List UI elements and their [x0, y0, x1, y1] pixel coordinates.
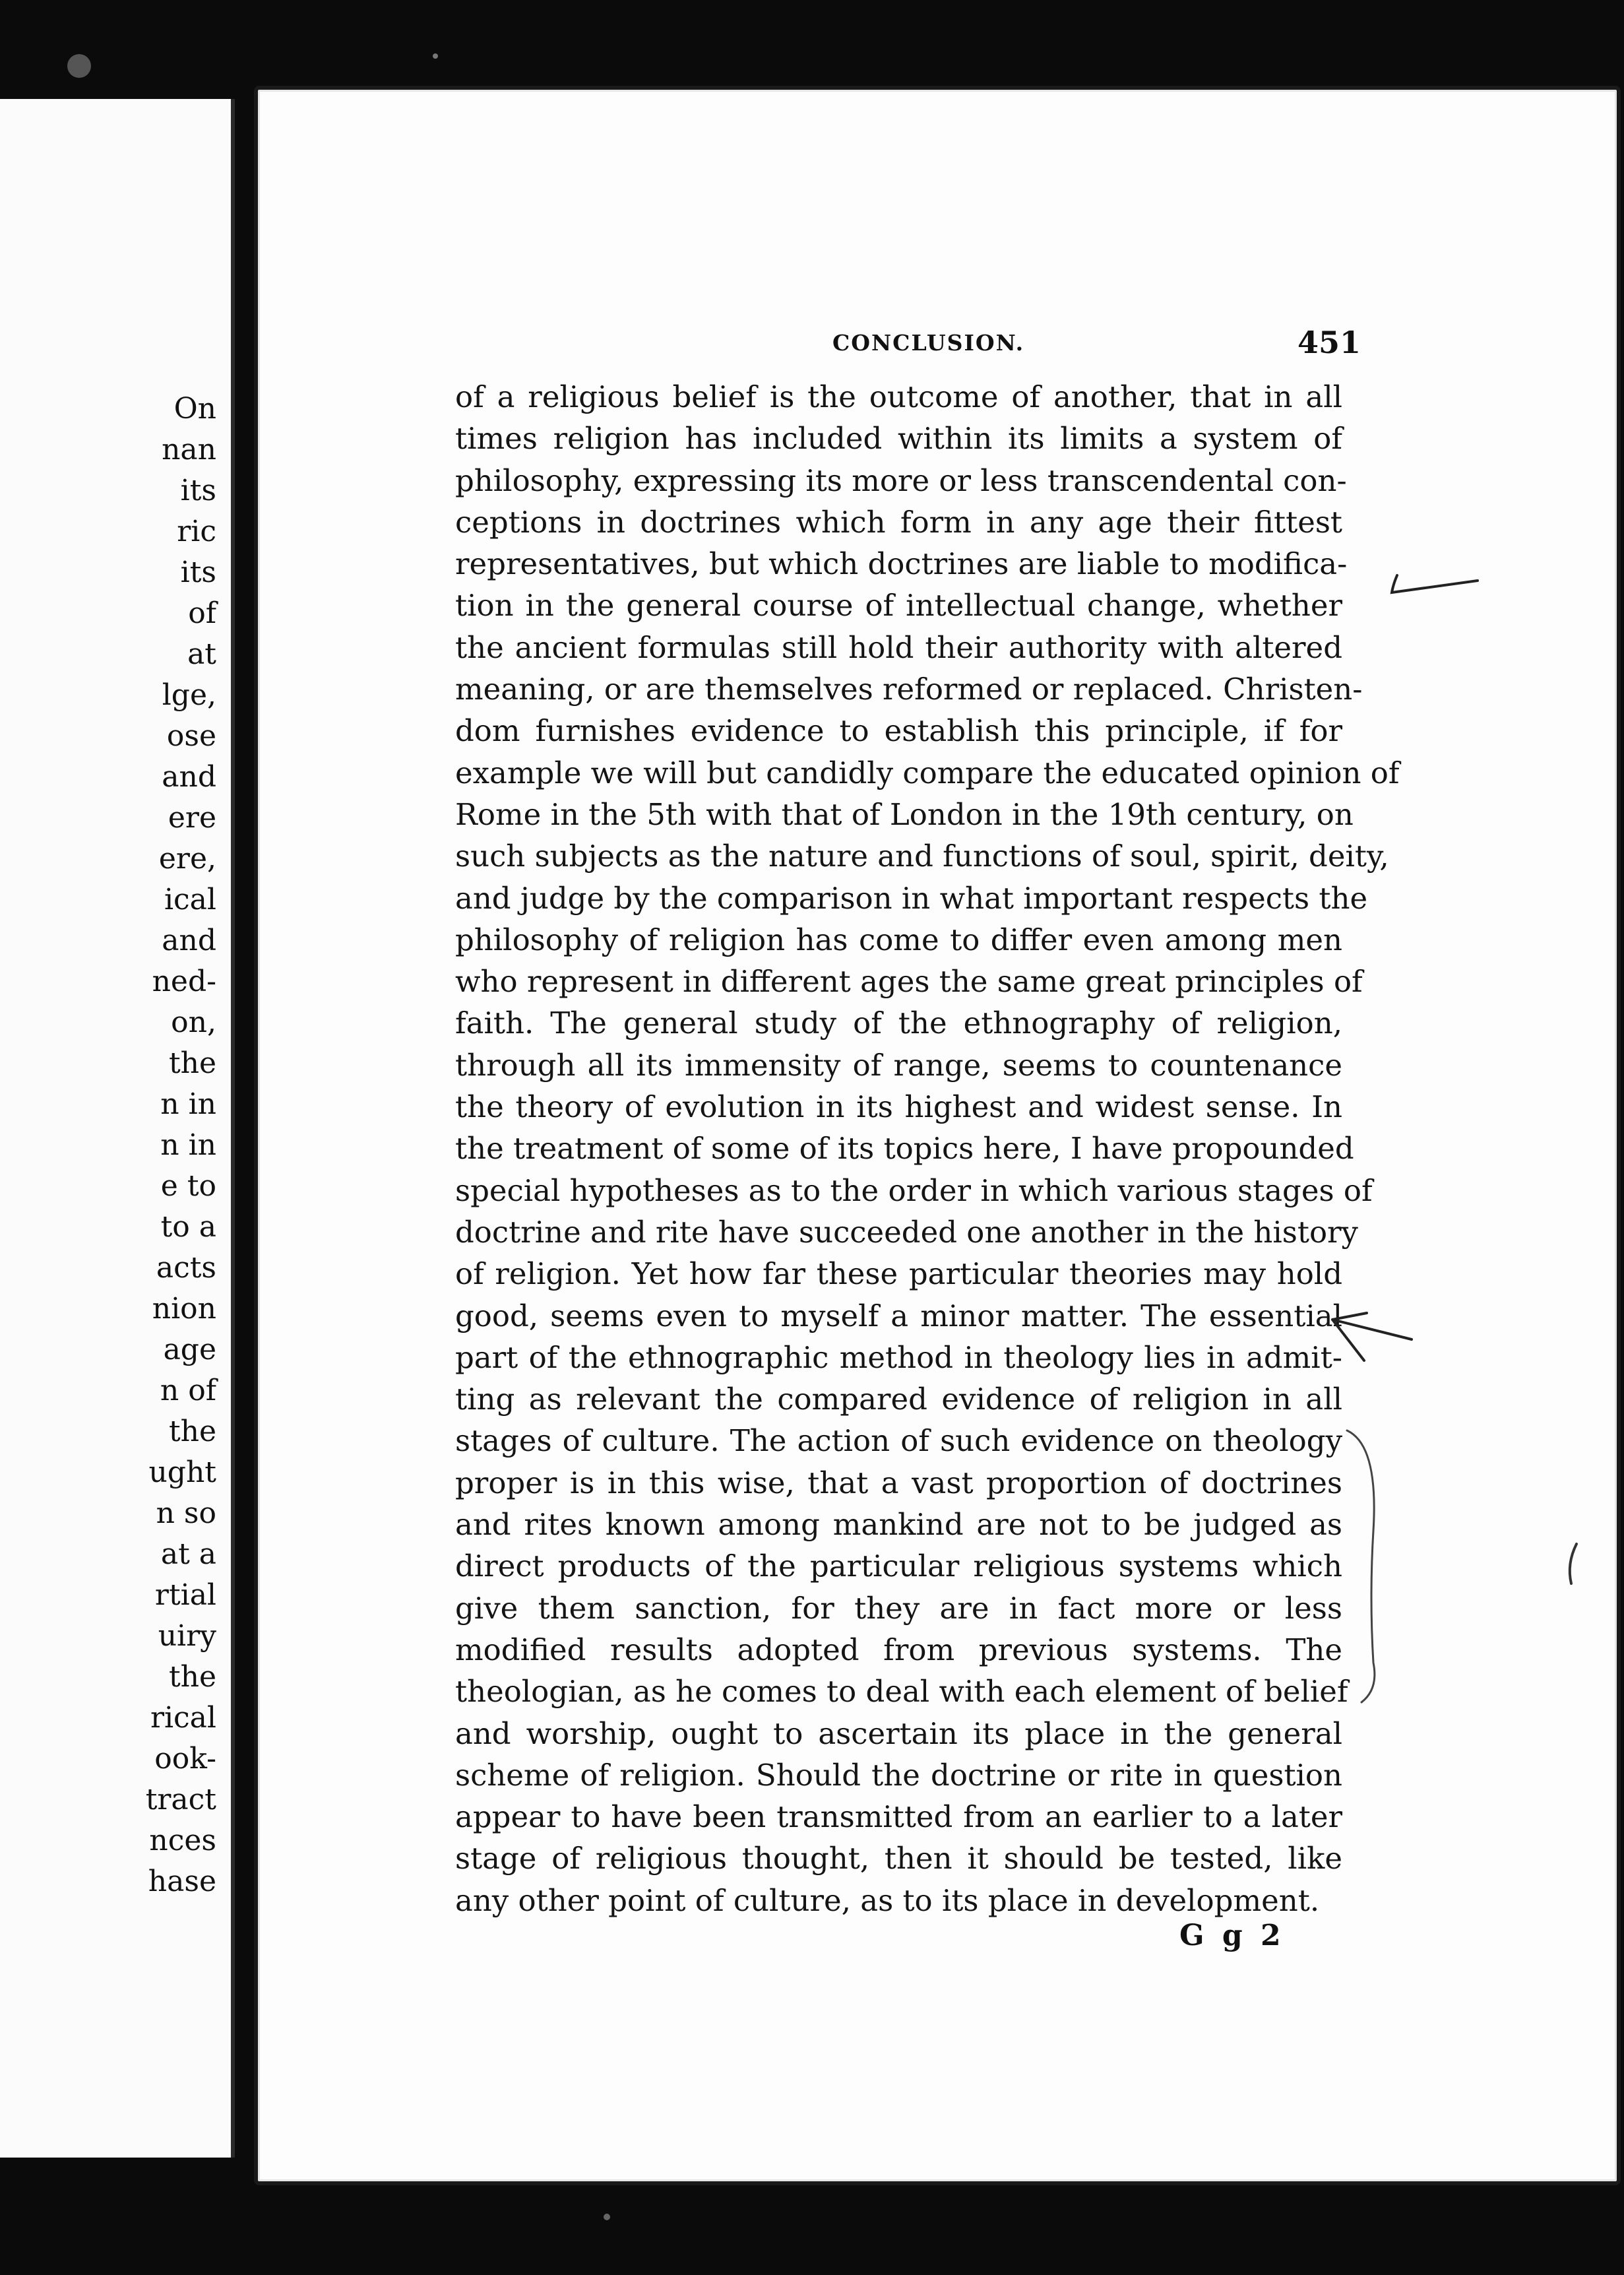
- text-line: direct products of the particular religious systems which: [455, 1549, 1342, 1584]
- text-line: the treatment of some of its topics here, I have propounded: [455, 1131, 1354, 1167]
- previous-page-fragment: [0, 99, 235, 2158]
- text-line: scheme of religion. Should the doctrine or rite in question: [455, 1757, 1342, 1793]
- signature-mark: G g 2: [1179, 1919, 1285, 1952]
- text-line: who represent in different ages the same great principles of: [455, 964, 1363, 1000]
- text-line: the ancient formulas still hold their authority with altered: [455, 629, 1342, 665]
- text-line: philosophy of religion has come to differ even among men: [455, 922, 1342, 957]
- left-line-end: ook-: [154, 1742, 216, 1776]
- text-line: doctrine and rite have succeeded one another in the history: [455, 1214, 1358, 1250]
- left-line-end: the: [168, 1046, 216, 1080]
- left-line-end: ere,: [158, 842, 216, 876]
- left-line-end: lge,: [162, 678, 216, 712]
- body-text: [455, 376, 1400, 1921]
- left-line-end: ught: [148, 1456, 216, 1489]
- left-line-end: on,: [171, 1006, 216, 1039]
- text-line: times religion has included within its limits a system of: [455, 421, 1342, 457]
- left-line-end: and: [162, 760, 216, 794]
- left-line-end: the: [168, 1660, 216, 1694]
- text-line: stages of culture. The action of such evidence on theology: [455, 1423, 1342, 1459]
- left-line-end: uiry: [158, 1619, 216, 1653]
- left-line-end: n of: [160, 1374, 216, 1407]
- left-line-end: ere: [168, 801, 216, 835]
- running-head: CONCLUSION.: [832, 330, 1025, 356]
- text-line: tion in the general course of intellectual change, whether: [455, 588, 1342, 624]
- left-line-end: rtial: [154, 1578, 216, 1612]
- left-line-end: n in: [160, 1128, 216, 1162]
- left-line-end: the: [168, 1415, 216, 1448]
- left-line-end: nces: [149, 1824, 216, 1857]
- left-line-end: at: [187, 637, 216, 671]
- text-line: appear to have been transmitted from an earlier to a later: [455, 1799, 1342, 1835]
- text-line: modified results adopted from previous systems. The: [455, 1632, 1342, 1667]
- text-line: any other point of culture, as to its place in development.: [455, 1882, 1320, 1918]
- text-line: of a religious belief is the outcome of another, that in all: [455, 379, 1342, 414]
- text-line: and worship, ought to ascertain its place in the general: [455, 1715, 1342, 1751]
- text-line: and judge by the comparison in what important respects the: [455, 880, 1368, 916]
- left-line-end: age: [163, 1333, 216, 1366]
- text-line: through all its immensity of range, seems to countenance: [455, 1047, 1342, 1083]
- text-line: stage of religious thought, then it should be tested, like: [455, 1841, 1342, 1876]
- text-line: and rites known among mankind are not to be judged as: [455, 1507, 1342, 1543]
- left-line-end: its: [180, 474, 216, 507]
- left-line-end: On: [173, 392, 216, 426]
- left-line-end: n in: [160, 1087, 216, 1121]
- left-line-end: ric: [177, 515, 216, 548]
- text-line: philosophy, expressing its more or less transcendental con-: [455, 463, 1347, 498]
- text-line: ting as relevant the compared evidence of religion in all: [455, 1382, 1342, 1417]
- text-line: Rome in the 5th with that of London in the 19th century, on: [455, 796, 1354, 832]
- left-line-end: of: [188, 596, 216, 630]
- left-line-end: tract: [145, 1783, 216, 1816]
- text-line: meaning, or are themselves reformed or replaced. Christen-: [455, 672, 1363, 707]
- text-line: theologian, as he comes to deal with each element of belief: [455, 1674, 1348, 1710]
- left-line-end: nan: [162, 433, 216, 466]
- text-line: representatives, but which doctrines are liable to modifica-: [455, 546, 1348, 582]
- left-line-end: ose: [166, 719, 216, 753]
- left-line-end: to a: [160, 1210, 216, 1244]
- text-line: such subjects as the nature and functions of soul, spirit, deity,: [455, 839, 1389, 874]
- left-line-end: ned-: [152, 965, 216, 998]
- text-line: part of the ethnographic method in theology lies in admit-: [455, 1339, 1342, 1375]
- left-line-end: e to: [160, 1169, 216, 1203]
- text-line: of religion. Yet how far these particular theories may hold: [455, 1256, 1342, 1292]
- left-line-end: hase: [148, 1865, 216, 1898]
- text-line: give them sanction, for they are in fact more or less: [455, 1590, 1342, 1626]
- left-line-end: n so: [156, 1496, 216, 1530]
- text-line: proper is in this wise, that a vast proportion of doctrines: [455, 1465, 1342, 1500]
- left-line-end: nion: [152, 1292, 216, 1326]
- text-line: ceptions in doctrines which form in any age their fittest: [455, 504, 1342, 540]
- left-line-end: at a: [160, 1537, 216, 1571]
- left-line-end: rical: [150, 1701, 216, 1735]
- left-line-end: ical: [164, 883, 216, 916]
- text-line: dom furnishes evidence to establish this principle, if for: [455, 713, 1342, 749]
- left-line-end: acts: [156, 1251, 216, 1285]
- text-line: good, seems even to myself a minor matter. The essential: [455, 1298, 1342, 1333]
- text-line: example we will but candidly compare the educated opinion of: [455, 755, 1400, 790]
- left-line-end: its: [180, 556, 216, 589]
- text-line: faith. The general study of the ethnography of religion,: [455, 1006, 1342, 1041]
- left-line-end: and: [162, 924, 216, 957]
- page-number: 451: [1297, 325, 1361, 360]
- text-line: special hypotheses as to the order in which various stages of: [455, 1172, 1373, 1208]
- text-line: the theory of evolution in its highest and widest sense. In: [455, 1089, 1342, 1125]
